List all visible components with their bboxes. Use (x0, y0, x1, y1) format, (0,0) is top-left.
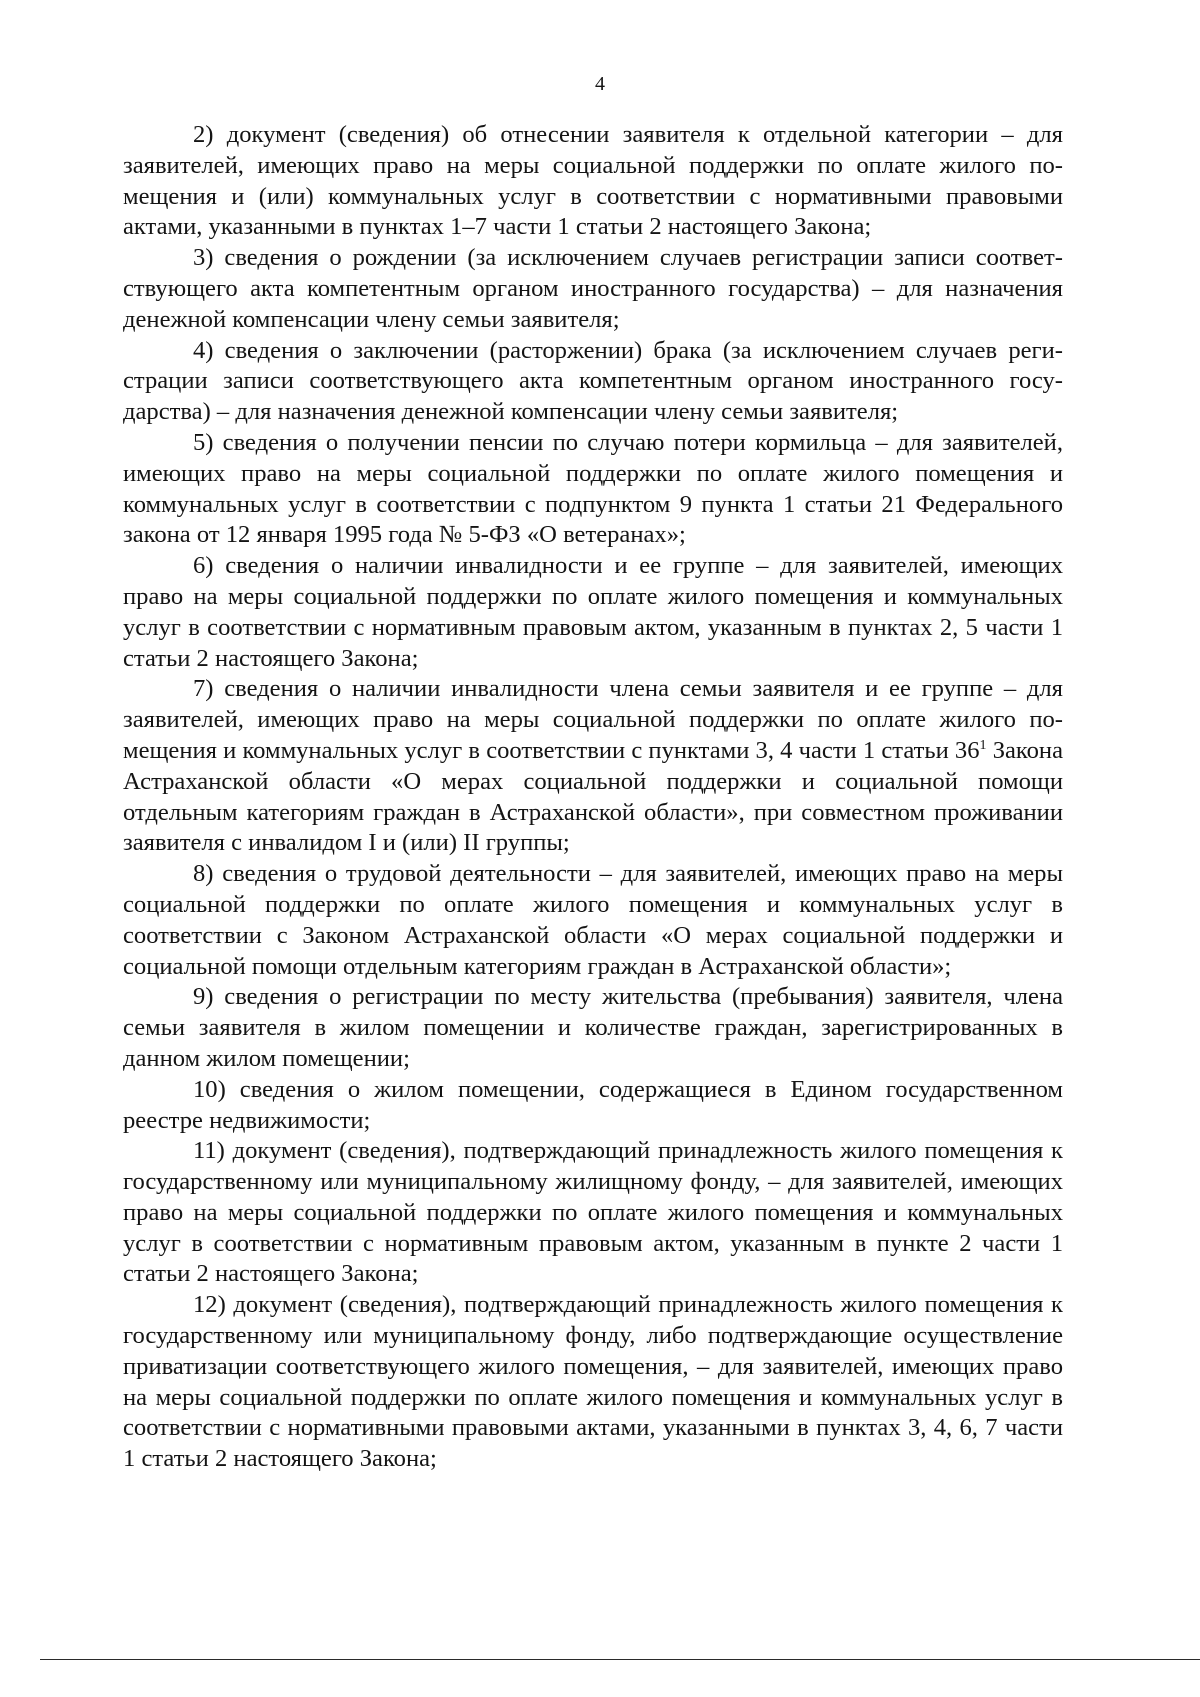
article-superscript: 1 (979, 737, 987, 753)
list-item-11: 11) документ (сведения), подтверждающий принадлежность жилого помещения к государственному или муниципальному жилищному фонду, – для заявителей, имеющих право на меры социальной поддержки по оплате жилого помещения и коммунальных услуг в соответствии с нормативным правовым актом, указанным в пункте 2 части 1 статьи 2 настоящего Закона; (123, 1137, 1063, 1288)
list-item-8: 8) сведения о трудовой деятельности – для заявителей, имеющих право на меры социальной поддержки по оплате жилого помещения и коммунальных услуг в соответствии с Законом Астраханской области «О мерах социальной поддержки и социальной помощи отдельным категориям граждан в Астраханской области»; (123, 860, 1063, 980)
list-item-7 (123, 674, 1063, 859)
list-item-9: 9) сведения о регистрации по месту жительства (пребывания) заявителя, члена семьи заявителя в жилом помещении и количестве граждан, зарегистрированных в данном жилом помещении; (123, 983, 1063, 1072)
list-item-7-text-start: 7) сведения о наличии инвалидности члена семьи заявителя и ее группе – для заявителей, имеющих право на меры социальной поддержки по оплате жилого помещения и коммунальных услуг в соответствии с пунктами 3, 4 части 1 статьи 36 (123, 675, 1063, 764)
list-item-4: 4) сведения о заключении (расторжении) брака (за исключением случаев регистрации записи соответствующего акта компетентным органом иностранного государства) – для назначения денежной компенсации члену семьи заявителя; (123, 336, 1063, 426)
list-item-7-text-end: Закона Астраханской области «О мерах социальной поддержки и социальной помощи отдельным категориям граждан в Астраханской области», при совместном проживании заявителя с инвалидом I и (или) II группы; (123, 736, 1063, 857)
list-item-6: 6) сведения о наличии инвалидности и ее группе – для заявителей, имеющих право на меры социальной поддержки по оплате жилого помещения и коммунальных услуг в соответствии с нормативным правовым актом, указанным в пунктах 2, 5 части 1 статьи 2 настоящего Закона; (123, 552, 1063, 672)
list-item-3: 3) сведения о рождении (за исключением случаев регистрации записи соответствующего акта компетентным органом иностранного государства) – для назначения денежной компенсации члену семьи заявителя; (123, 244, 1063, 333)
list-item-2: 2) документ (сведения) об отнесении заявителя к отдельной категории – для заявителей, имеющих право на меры социальной поддержки по оплате жилого помещения и (или) коммунальных услуг в соответствии с нормативными правовыми актами, указанными в пунктах 1–7 части 1 статьи 2 настоящего Закона; (123, 121, 1063, 241)
footer-divider (40, 1659, 1200, 1660)
list-item-10: 10) сведения о жилом помещении, содержащиеся в Едином государственном реестре недвижимости; (123, 1075, 1063, 1134)
list-item-5: 5) сведения о получении пенсии по случаю потери кормильца – для заявителей, имеющих право на меры социальной поддержки по оплате жилого помещения и коммунальных услуг в соответствии с подпунктом 9 пункта 1 статьи 21 Федерального закона от 12 января 1995 года № 5-ФЗ «О ветеранах»; (123, 428, 1063, 549)
page-number: 4 (595, 73, 605, 95)
document-body (123, 120, 1063, 1475)
list-item-12: 12) документ (сведения), подтверждающий принадлежность жилого помещения к государственному или муниципальному фонду, либо подтверждающие осуществление приватизации соответствующего жилого помещения, – для заявителей, имеющих право на меры социальной поддержки по оплате жилого помещения и коммунальных услуг в соответствии с нормативными правовыми актами, указанными в пунктах 3, 4, 6, 7 части 1 статьи 2 настоящего Закона; (123, 1291, 1063, 1473)
